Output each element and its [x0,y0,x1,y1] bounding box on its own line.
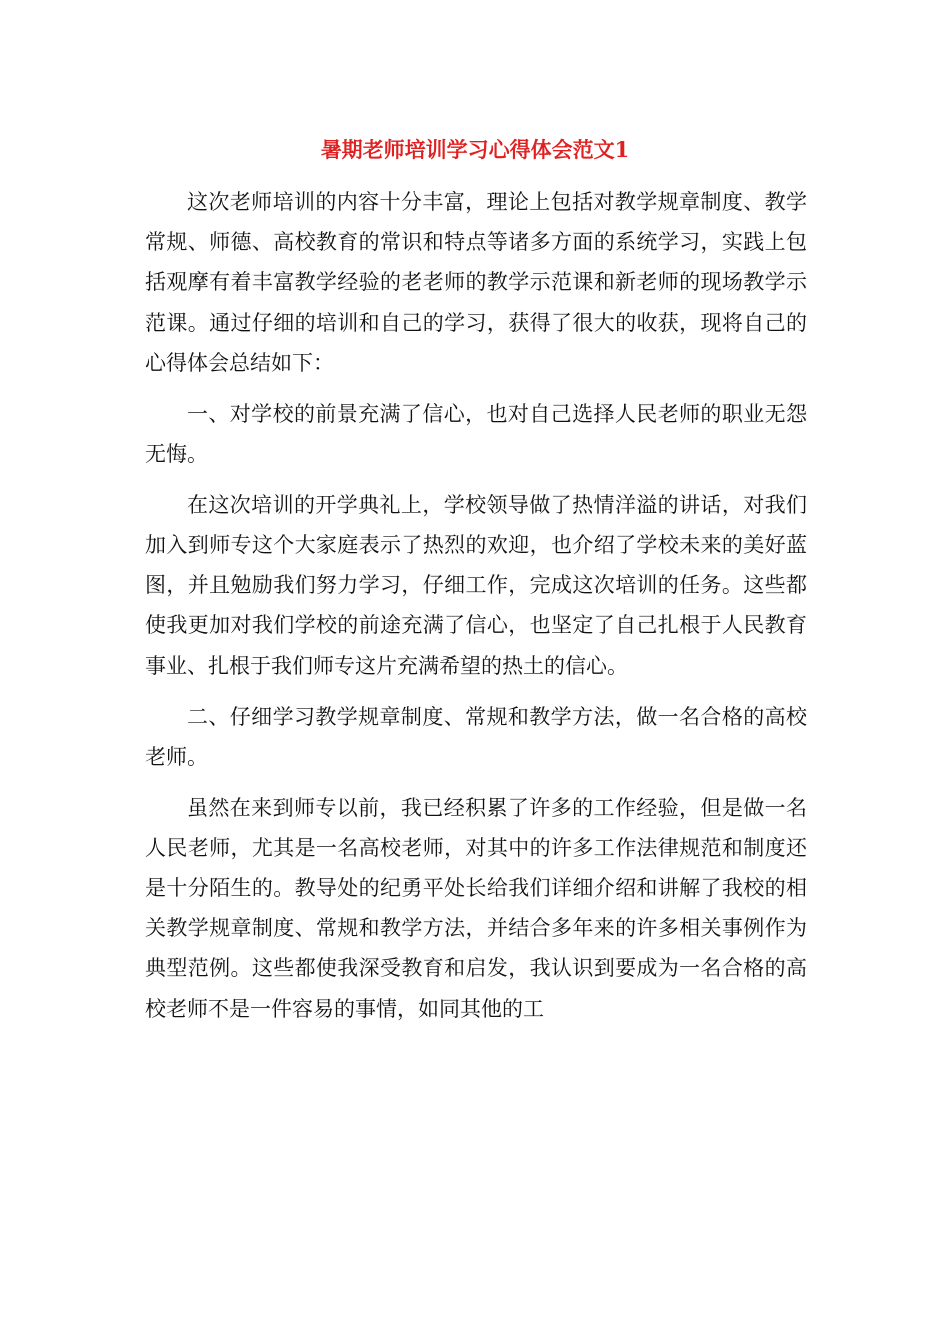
paragraph-opening-ceremony: 在这次培训的开学典礼上，学校领导做了热情洋溢的讲话，对我们加入到师专这个大家庭表示了热烈的欢迎，也介绍了学校未来的美好蓝图，并且勉励我们努力学习，仔细工作，完成这次培训的任务。这些都使我更加对我们学校的前途充满了信心，也坚定了自己扎根于人民教育事业、扎根于我们师专这片充满希望的热土的信心。 [145,492,807,678]
document-body [145,182,807,1040]
paragraph-heading-2: 二、仔细学习教学规章制度、常规和教学方法，做一名合格的高校老师。 [145,704,807,769]
document-title: 暑期老师培训学习心得体会范文1 [320,137,630,162]
paragraph-intro: 这次老师培训的内容十分丰富，理论上包括对教学规章制度、教学常规、师德、高校教育的常识和特点等诸多方面的系统学习，实践上包括观摩有着丰富教学经验的老老师的教学示范课和新老师的现场教学示范课。通过仔细的培训和自己的学习，获得了很大的收获，现将自己的心得体会总结如下： [145,190,807,375]
paragraph-heading-1: 一、对学校的前景充满了信心，也对自己选择人民老师的职业无怨无悔。 [145,401,807,466]
paragraph-rules-learning: 虽然在来到师专以前，我已经积累了许多的工作经验，但是做一名人民老师，尤其是一名高校老师，对其中的许多工作法律规范和制度还是十分陌生的。教导处的纪勇平处长给我们详细介绍和讲解了我校的相关教学规章制度、常规和教学方法，并结合多年来的许多相关事例作为典型范例。这些都使我深受教育和启发，我认识到要成为一名合格的高校老师不是一件容易的事情，如同其他的工 [145,795,807,1021]
